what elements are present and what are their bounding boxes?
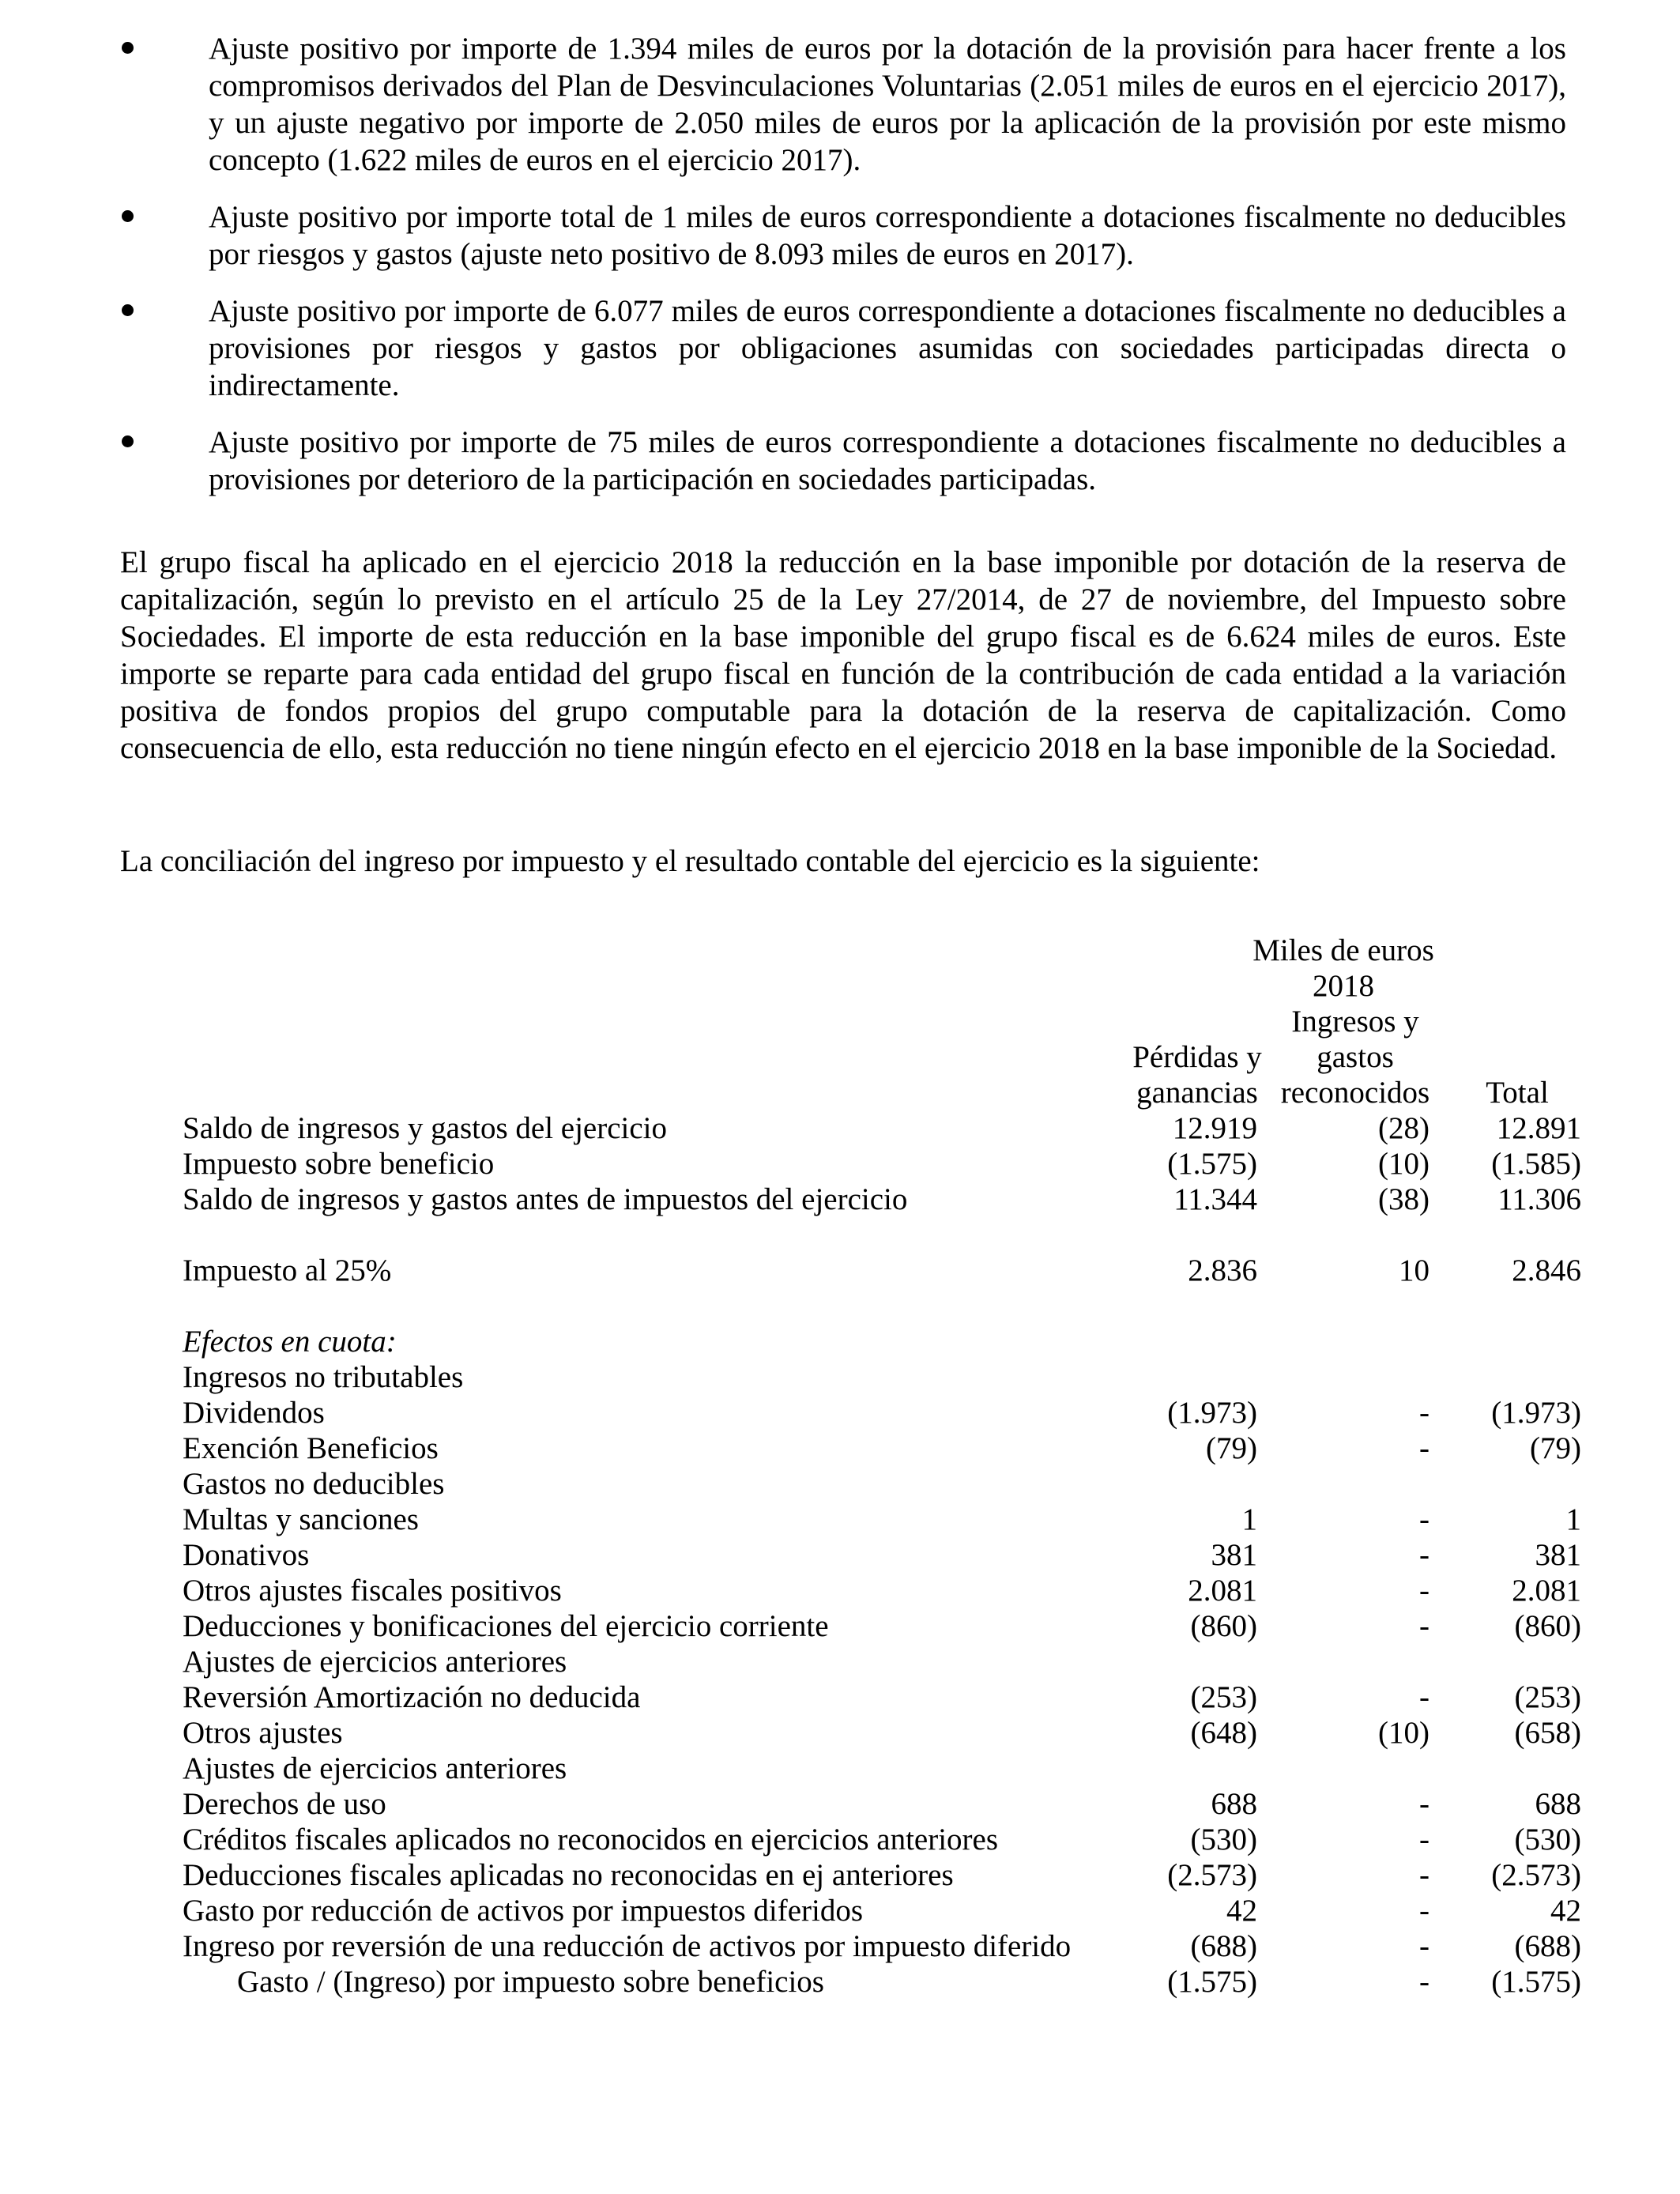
row-value-total: 2.081 bbox=[1512, 1574, 1581, 1608]
table-row bbox=[183, 1253, 1581, 1288]
bullet-item bbox=[120, 292, 1566, 404]
row-label: Exención Beneficios bbox=[183, 1431, 439, 1465]
row-value-ingresos-gastos: - bbox=[1419, 1538, 1430, 1572]
table-row bbox=[183, 1893, 1581, 1928]
row-label: Gastos no deducibles bbox=[183, 1467, 445, 1501]
header-col2-line1: Ingresos y bbox=[1291, 1005, 1419, 1039]
bullet-dot-icon bbox=[122, 435, 134, 447]
row-value-total: 688 bbox=[1535, 1787, 1581, 1821]
row-value-perdidas-ganancias: (530) bbox=[1190, 1823, 1257, 1857]
row-value-perdidas-ganancias: (648) bbox=[1190, 1716, 1257, 1750]
table-row bbox=[183, 1182, 1581, 1217]
row-label: Gasto / (Ingreso) por impuesto sobre beneficios bbox=[237, 1965, 824, 1999]
row-label: Créditos fiscales aplicados no reconocidos en ejercicios anteriores bbox=[183, 1823, 999, 1857]
table-group-heading bbox=[183, 1359, 1581, 1395]
row-value-perdidas-ganancias: 2.081 bbox=[1188, 1574, 1257, 1608]
row-value-ingresos-gastos: - bbox=[1419, 1431, 1430, 1465]
row-value-perdidas-ganancias: (79) bbox=[1206, 1431, 1257, 1465]
table-group-heading bbox=[183, 1644, 1581, 1679]
row-value-ingresos-gastos: - bbox=[1419, 1787, 1430, 1821]
row-value-total: (1.575) bbox=[1491, 1965, 1581, 1999]
header-col1-line2: ganancias bbox=[1136, 1076, 1258, 1110]
row-label: Ajustes de ejercicios anteriores bbox=[183, 1751, 567, 1785]
table-row bbox=[183, 1715, 1581, 1751]
bullet-item bbox=[120, 30, 1566, 179]
header-col3: Total bbox=[1486, 1076, 1549, 1110]
row-value-total: (688) bbox=[1514, 1929, 1581, 1963]
bullet-list bbox=[120, 30, 1566, 518]
row-label: Ingresos no tributables bbox=[183, 1360, 464, 1394]
table-total-row bbox=[183, 1964, 1581, 2000]
row-value-total: 2.846 bbox=[1512, 1253, 1581, 1287]
row-label: Impuesto al 25% bbox=[183, 1253, 392, 1287]
row-value-ingresos-gastos: - bbox=[1419, 1609, 1430, 1643]
paragraph-conciliacion-intro: La conciliación del ingreso por impuesto y el resultado contable del ejercicio es la siguiente: bbox=[120, 844, 1260, 878]
row-value-ingresos-gastos: - bbox=[1419, 1894, 1430, 1928]
row-label: Saldo de ingresos y gastos antes de impuestos del ejercicio bbox=[183, 1182, 908, 1216]
table-row bbox=[183, 1502, 1581, 1537]
table-group-heading bbox=[183, 1751, 1581, 1786]
table-row bbox=[183, 1822, 1581, 1857]
row-label: Impuesto sobre beneficio bbox=[183, 1147, 495, 1181]
row-value-perdidas-ganancias: (253) bbox=[1190, 1680, 1257, 1714]
row-value-total: (1.585) bbox=[1491, 1147, 1581, 1181]
row-value-perdidas-ganancias: 381 bbox=[1211, 1538, 1257, 1572]
row-label: Donativos bbox=[183, 1538, 310, 1572]
bullet-text: Ajuste positivo por importe de 75 miles de euros correspondiente a dotaciones fiscalmente no deducibles a provisiones por deterioro de la participación en sociedades participadas. bbox=[209, 425, 1566, 496]
row-value-ingresos-gastos: (38) bbox=[1378, 1182, 1430, 1216]
row-label: Gasto por reducción de activos por impuestos diferidos bbox=[183, 1894, 864, 1928]
row-label: Ajustes de ejercicios anteriores bbox=[183, 1645, 567, 1679]
row-value-perdidas-ganancias: (688) bbox=[1190, 1929, 1257, 1963]
row-label: Ingreso por reversión de una reducción de activos por impuesto diferido bbox=[183, 1929, 1072, 1963]
row-label: Derechos de uso bbox=[183, 1787, 386, 1821]
row-value-perdidas-ganancias: (1.575) bbox=[1167, 1965, 1257, 1999]
table-row bbox=[183, 1679, 1581, 1715]
row-value-total: (658) bbox=[1514, 1716, 1581, 1750]
row-label: Reversión Amortización no deducida bbox=[183, 1680, 641, 1714]
table-row bbox=[183, 1537, 1581, 1573]
table-group-heading bbox=[183, 1466, 1581, 1502]
row-value-total: (79) bbox=[1530, 1431, 1581, 1465]
row-value-perdidas-ganancias: 688 bbox=[1211, 1787, 1257, 1821]
bullet-text: Ajuste positivo por importe total de 1 miles de euros correspondiente a dotaciones fiscalmente no deducibles por riesgos y gastos (ajuste neto positivo de 8.093 miles de euros en 2017). bbox=[209, 200, 1566, 271]
table-row bbox=[183, 1110, 1581, 1146]
row-value-ingresos-gastos: - bbox=[1419, 1396, 1430, 1430]
row-value-ingresos-gastos: - bbox=[1419, 1929, 1430, 1963]
bullet-item bbox=[120, 198, 1566, 273]
row-value-total: (1.973) bbox=[1491, 1396, 1581, 1430]
paragraph-reserva-capitalizacion: El grupo fiscal ha aplicado en el ejercicio 2018 la reducción en la base imponible por dotación de la reserva de capitalización, según lo previsto en el artículo 25 de la Ley 27/2014, de 27 de noviembre, del Impuesto sobre Sociedades. El importe de esta reducción en la base imponible del grupo fiscal es de 6.624 miles de euros. Este importe se reparte para cada entidad del grupo fiscal en función de la contribución de cada entidad a la variación positiva de fondos propios del grupo computable para la dotación de la reserva de capitalización. Como consecuencia de ello, esta reducción no tiene ningún efecto en el ejercicio 2018 en la base imponible de la Sociedad. bbox=[120, 545, 1566, 765]
row-value-ingresos-gastos: - bbox=[1419, 1680, 1430, 1714]
row-value-ingresos-gastos: - bbox=[1419, 1965, 1430, 1999]
table-row bbox=[183, 1146, 1581, 1182]
row-label: Saldo de ingresos y gastos del ejercicio bbox=[183, 1111, 668, 1145]
row-label: Otros ajustes bbox=[183, 1716, 343, 1750]
header-col2-line2: gastos bbox=[1317, 1040, 1394, 1074]
row-value-total: 11.306 bbox=[1497, 1182, 1581, 1216]
row-value-perdidas-ganancias: (2.573) bbox=[1167, 1858, 1257, 1892]
row-value-perdidas-ganancias: (1.973) bbox=[1167, 1396, 1257, 1430]
row-value-total: 42 bbox=[1550, 1894, 1581, 1928]
row-value-ingresos-gastos: - bbox=[1419, 1823, 1430, 1857]
bullet-dot-icon bbox=[122, 42, 134, 54]
bullet-dot-icon bbox=[122, 210, 134, 222]
header-unit: Miles de euros bbox=[1252, 933, 1434, 967]
row-label: Deducciones y bonificaciones del ejercicio corriente bbox=[183, 1609, 829, 1643]
row-label: Otros ajustes fiscales positivos bbox=[183, 1574, 562, 1608]
table-row bbox=[183, 1608, 1581, 1644]
table-row bbox=[183, 1395, 1581, 1431]
table-row bbox=[183, 1928, 1581, 1964]
table-row bbox=[183, 1786, 1581, 1822]
row-label: Deducciones fiscales aplicadas no reconocidas en ej anteriores bbox=[183, 1858, 954, 1892]
row-value-ingresos-gastos: (28) bbox=[1378, 1111, 1430, 1145]
row-value-ingresos-gastos: - bbox=[1419, 1858, 1430, 1892]
bullet-dot-icon bbox=[122, 304, 134, 316]
header-col1-line1: Pérdidas y bbox=[1132, 1040, 1262, 1074]
row-value-perdidas-ganancias: 11.344 bbox=[1173, 1182, 1257, 1216]
row-value-perdidas-ganancias: 42 bbox=[1226, 1894, 1257, 1928]
bullet-text: Ajuste positivo por importe de 6.077 miles de euros correspondiente a dotaciones fiscalmente no deducibles a provisiones por riesgos y gastos por obligaciones asumidas con sociedades participadas directa o indirectamente. bbox=[209, 294, 1566, 402]
row-label: Efectos en cuota: bbox=[183, 1325, 397, 1359]
row-value-total: 1 bbox=[1565, 1502, 1581, 1536]
row-value-ingresos-gastos: (10) bbox=[1378, 1716, 1430, 1750]
row-value-total: (530) bbox=[1514, 1823, 1581, 1857]
table-row bbox=[183, 1431, 1581, 1466]
bullet-text: Ajuste positivo por importe de 1.394 miles de euros por la dotación de la provisión para hacer frente a los compromisos derivados del Plan de Desvinculaciones Voluntarias (2.051 miles de euros en el ejercicio 2017), y un ajuste negativo por importe de 2.050 miles de euros por la aplicación de la provisión por este mismo concepto (1.622 miles de euros en el ejercicio 2017). bbox=[209, 32, 1566, 177]
row-value-perdidas-ganancias: 2.836 bbox=[1188, 1253, 1257, 1287]
row-value-ingresos-gastos: - bbox=[1419, 1502, 1430, 1536]
row-value-perdidas-ganancias: (1.575) bbox=[1167, 1147, 1257, 1181]
header-col2-line3: reconocidos bbox=[1280, 1076, 1430, 1110]
row-value-perdidas-ganancias: 1 bbox=[1241, 1502, 1257, 1536]
row-value-ingresos-gastos: - bbox=[1419, 1574, 1430, 1608]
row-value-perdidas-ganancias: (860) bbox=[1190, 1609, 1257, 1643]
header-year: 2018 bbox=[1313, 969, 1374, 1003]
bullet-item bbox=[120, 424, 1566, 498]
row-value-perdidas-ganancias: 12.919 bbox=[1172, 1111, 1257, 1145]
row-value-ingresos-gastos: (10) bbox=[1378, 1147, 1430, 1181]
table-row bbox=[183, 1573, 1581, 1608]
row-value-total: 12.891 bbox=[1496, 1111, 1581, 1145]
row-value-total: (860) bbox=[1514, 1609, 1581, 1643]
table-row bbox=[183, 1857, 1581, 1893]
row-value-ingresos-gastos: 10 bbox=[1399, 1253, 1430, 1287]
row-value-total: (2.573) bbox=[1491, 1858, 1581, 1892]
row-value-total: 381 bbox=[1535, 1538, 1581, 1572]
row-label: Multas y sanciones bbox=[183, 1502, 419, 1536]
table-section-heading bbox=[183, 1324, 1581, 1359]
row-value-total: (253) bbox=[1514, 1680, 1581, 1714]
row-label: Dividendos bbox=[183, 1396, 325, 1430]
